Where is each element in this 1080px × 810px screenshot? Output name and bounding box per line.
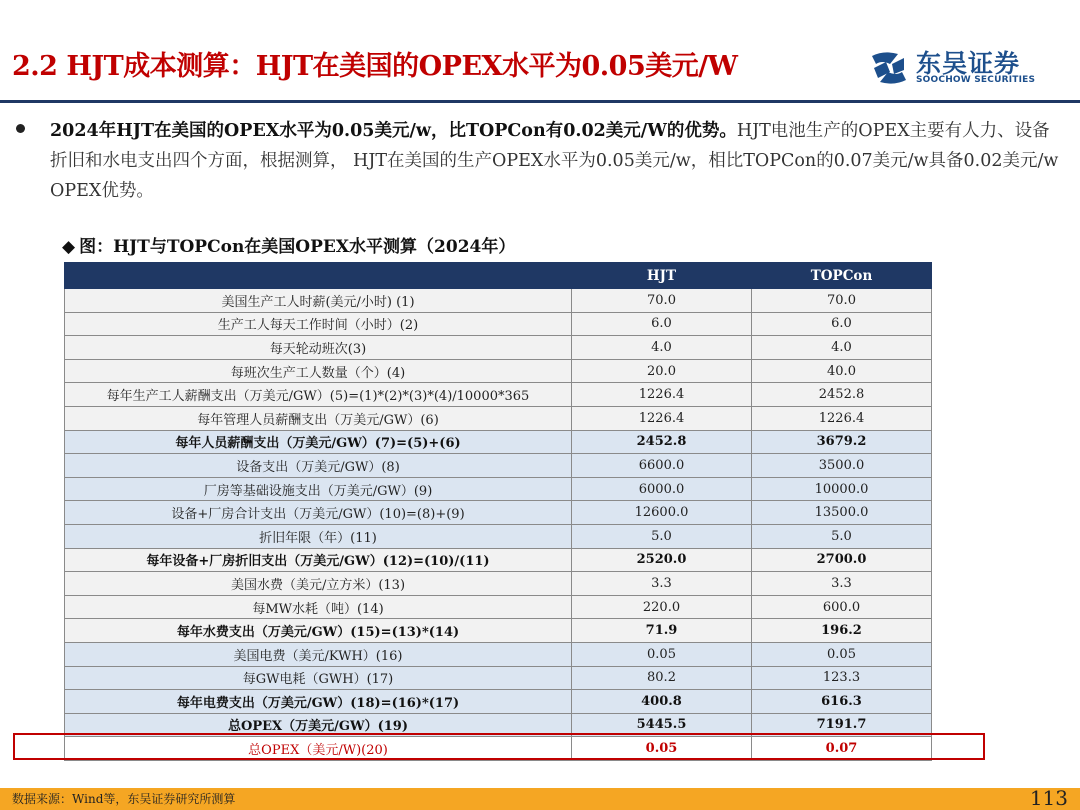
table-row xyxy=(65,312,932,336)
row-label-cell: 美国生产工人时薪(美元/小时) (1) xyxy=(65,289,572,313)
topcon-value-cell: 6.0 xyxy=(752,312,932,336)
header-label-cell xyxy=(65,263,572,289)
summary-paragraph xyxy=(50,116,1062,206)
hjt-value-cell: 70.0 xyxy=(572,289,752,313)
row-label-cell: 美国电费（美元/KWH）(16) xyxy=(65,642,572,666)
row-label-cell: 设备支出（万美元/GW）(8) xyxy=(65,454,572,478)
bullet-icon xyxy=(16,124,25,133)
highlight-box xyxy=(13,733,985,760)
table-row xyxy=(65,666,932,690)
topcon-value-cell: 13500.0 xyxy=(752,501,932,525)
summary-body: HJT电池生产的OPEX主要有人力、设备折旧和水电支出四个方面，根据测算， HJT在美国的生产OPEX水平为0.05美元/w，相比TOPCon的0.07美元/w具备0.02美元/w OPEX优势。 xyxy=(50,121,1059,201)
footer-bar xyxy=(0,788,1080,810)
figure-title xyxy=(62,232,515,257)
row-label-cell: 每班次生产工人数量（个）(4) xyxy=(65,359,572,383)
table-row xyxy=(65,595,932,619)
diamond-icon: ◆ xyxy=(62,237,76,257)
table-row xyxy=(65,572,932,596)
hjt-value-cell: 3.3 xyxy=(572,572,752,596)
topcon-value-cell: 10000.0 xyxy=(752,477,932,501)
table-row xyxy=(65,454,932,478)
row-label-cell: 总OPEX（万美元/GW）(19) xyxy=(65,713,572,737)
table-header-row xyxy=(65,263,932,289)
hjt-value-cell: 12600.0 xyxy=(572,501,752,525)
hjt-value-cell: 5.0 xyxy=(572,524,752,548)
row-label-cell: 总OPEX（美元/W)(20) xyxy=(65,737,572,761)
hjt-value-cell: 80.2 xyxy=(572,666,752,690)
page-number: 113 xyxy=(1029,786,1068,810)
soochow-logo-icon xyxy=(868,48,910,88)
topcon-value-cell: 0.07 xyxy=(752,737,932,761)
topcon-value-cell: 4.0 xyxy=(752,336,932,360)
row-label-cell: 每MW水耗（吨）(14) xyxy=(65,595,572,619)
table-row xyxy=(65,642,932,666)
hjt-value-cell: 1226.4 xyxy=(572,406,752,430)
topcon-value-cell: 7191.7 xyxy=(752,713,932,737)
row-label-cell: 折旧年限（年）(11) xyxy=(65,524,572,548)
topcon-value-cell: 3.3 xyxy=(752,572,932,596)
table-row xyxy=(65,477,932,501)
row-label-cell: 每年人员薪酬支出（万美元/GW）(7)=(5)+(6) xyxy=(65,430,572,454)
opex-table xyxy=(64,262,932,761)
topcon-value-cell: 2452.8 xyxy=(752,383,932,407)
hjt-value-cell: 0.05 xyxy=(572,737,752,761)
title-divider xyxy=(0,100,1080,103)
logo-text-en: SOOCHOW SECURITIES xyxy=(916,75,1036,85)
row-label-cell: 生产工人每天工作时间（小时）(2) xyxy=(65,312,572,336)
table-row xyxy=(65,619,932,643)
hjt-value-cell: 20.0 xyxy=(572,359,752,383)
row-label-cell: 每年电费支出（万美元/GW）(18)=(16)*(17) xyxy=(65,690,572,714)
topcon-value-cell: 3679.2 xyxy=(752,430,932,454)
table-row xyxy=(65,406,932,430)
hjt-value-cell: 2452.8 xyxy=(572,430,752,454)
topcon-value-cell: 616.3 xyxy=(752,690,932,714)
hjt-value-cell: 6.0 xyxy=(572,312,752,336)
table-row xyxy=(65,430,932,454)
logo-text-cn: 东吴证券 xyxy=(916,49,1021,78)
table-row xyxy=(65,548,932,572)
hjt-value-cell: 6000.0 xyxy=(572,477,752,501)
table-row xyxy=(65,336,932,360)
table-row xyxy=(65,289,932,313)
topcon-value-cell: 196.2 xyxy=(752,619,932,643)
table-row xyxy=(65,501,932,525)
table-row xyxy=(65,690,932,714)
summary-lead: 2024年HJT在美国的OPEX水平为0.05美元/w，比TOPCon有0.02美元/W的优势。 xyxy=(50,121,737,141)
company-logo xyxy=(868,46,1038,92)
topcon-value-cell: 5.0 xyxy=(752,524,932,548)
header-topcon-cell: TOPCon xyxy=(752,263,932,289)
topcon-value-cell: 40.0 xyxy=(752,359,932,383)
topcon-value-cell: 1226.4 xyxy=(752,406,932,430)
row-label-cell: 设备+厂房合计支出（万美元/GW）(10)=(8)+(9) xyxy=(65,501,572,525)
topcon-value-cell: 2700.0 xyxy=(752,548,932,572)
table-row xyxy=(65,524,932,548)
figure-title-text: 图：HJT与TOPCon在美国OPEX水平测算（2024年） xyxy=(79,237,516,257)
row-label-cell: 每GW电耗（GWH）(17) xyxy=(65,666,572,690)
row-label-cell: 每年设备+厂房折旧支出（万美元/GW）(12)=(10)/(11) xyxy=(65,548,572,572)
hjt-value-cell: 4.0 xyxy=(572,336,752,360)
header-hjt-cell: HJT xyxy=(572,263,752,289)
row-label-cell: 每年生产工人薪酬支出（万美元/GW）(5)=(1)*(2)*(3)*(4)/10000*365 xyxy=(65,383,572,407)
slide-title: 2.2 HJT成本测算：HJT在美国的OPEX水平为0.05美元/W xyxy=(12,51,738,82)
topcon-value-cell: 123.3 xyxy=(752,666,932,690)
row-label-cell: 每天轮动班次(3) xyxy=(65,336,572,360)
row-label-cell: 美国水费（美元/立方米）(13) xyxy=(65,572,572,596)
hjt-value-cell: 0.05 xyxy=(572,642,752,666)
table-row xyxy=(65,383,932,407)
hjt-value-cell: 5445.5 xyxy=(572,713,752,737)
hjt-value-cell: 6600.0 xyxy=(572,454,752,478)
hjt-value-cell: 400.8 xyxy=(572,690,752,714)
row-label-cell: 厂房等基础设施支出（万美元/GW）(9) xyxy=(65,477,572,501)
topcon-value-cell: 600.0 xyxy=(752,595,932,619)
hjt-value-cell: 71.9 xyxy=(572,619,752,643)
hjt-value-cell: 1226.4 xyxy=(572,383,752,407)
row-label-cell: 每年管理人员薪酬支出（万美元/GW）(6) xyxy=(65,406,572,430)
hjt-value-cell: 2520.0 xyxy=(572,548,752,572)
source-note: 数据来源：Wind等，东吴证券研究所测算 xyxy=(12,792,236,806)
topcon-value-cell: 70.0 xyxy=(752,289,932,313)
topcon-value-cell: 3500.0 xyxy=(752,454,932,478)
hjt-value-cell: 220.0 xyxy=(572,595,752,619)
table-row xyxy=(65,359,932,383)
row-label-cell: 每年水费支出（万美元/GW）(15)=(13)*(14) xyxy=(65,619,572,643)
topcon-value-cell: 0.05 xyxy=(752,642,932,666)
